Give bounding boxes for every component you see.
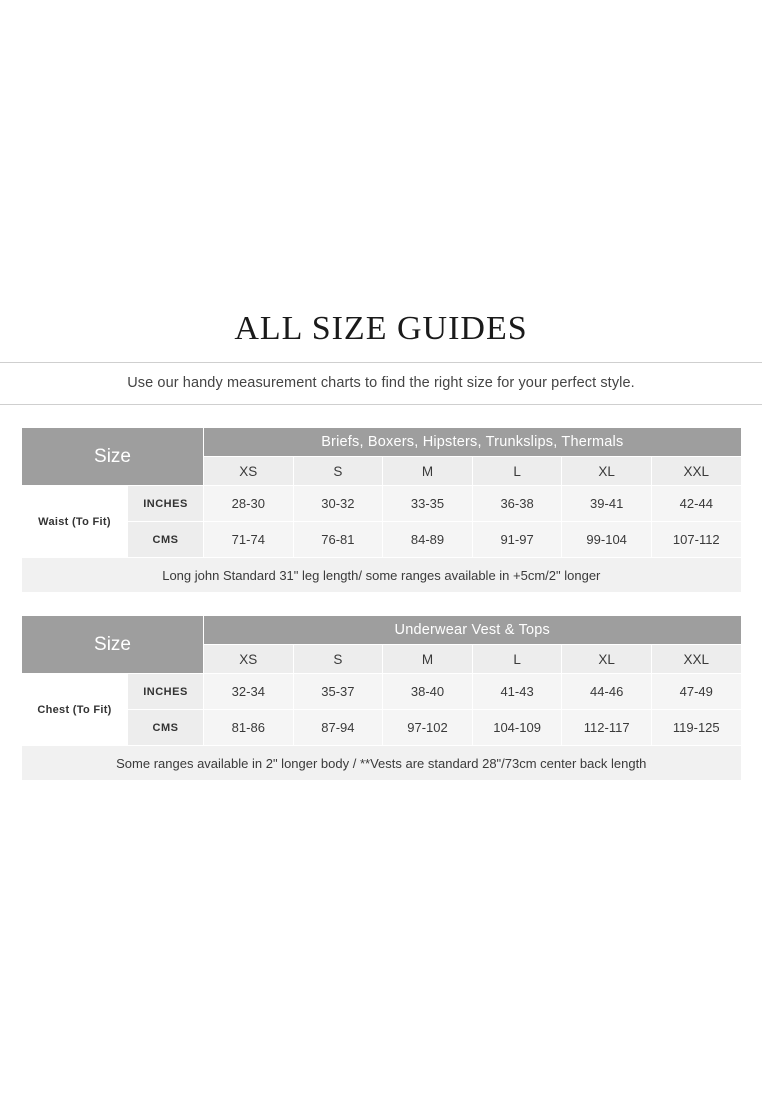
measure-label: Waist (To Fit) (22, 486, 128, 558)
data-cell: 39-41 (562, 486, 652, 522)
title-block (0, 0, 762, 348)
data-cell: 28-30 (204, 486, 294, 522)
data-cell: 44-46 (562, 674, 652, 710)
data-cell: 35-37 (293, 674, 383, 710)
data-cell: 36-38 (472, 486, 562, 522)
data-cell: 104-109 (472, 710, 562, 746)
data-cell: 30-32 (293, 486, 383, 522)
data-cell: 112-117 (562, 710, 652, 746)
size-table-vests (21, 615, 742, 781)
data-cell: 42-44 (651, 486, 741, 522)
data-cell: 97-102 (383, 710, 473, 746)
data-cell: 119-125 (651, 710, 741, 746)
page-title: ALL SIZE GUIDES (234, 310, 528, 347)
measure-label: Chest (To Fit) (22, 674, 128, 746)
unit-label-inches: INCHES (128, 674, 204, 710)
category-header-cell: Briefs, Boxers, Hipsters, Trunkslips, Thermals (204, 428, 742, 457)
table-note: Some ranges available in 2" longer body / **Vests are standard 28"/73cm center back length (22, 746, 742, 781)
size-code-xs: XS (204, 645, 294, 674)
data-cell: 87-94 (293, 710, 383, 746)
size-code-xl: XL (562, 457, 652, 486)
table-note-row (22, 746, 742, 781)
table-row (22, 486, 742, 522)
size-code-xxl: XXL (651, 645, 741, 674)
table-row (22, 710, 742, 746)
data-cell: 33-35 (383, 486, 473, 522)
size-code-xl: XL (562, 645, 652, 674)
table-note: Long john Standard 31" leg length/ some ranges available in +5cm/2" longer (22, 558, 742, 593)
data-cell: 84-89 (383, 522, 473, 558)
data-cell: 91-97 (472, 522, 562, 558)
data-cell: 41-43 (472, 674, 562, 710)
table-note-row (22, 558, 742, 593)
table-header-row (22, 616, 742, 645)
unit-label-cms: CMS (128, 710, 204, 746)
tables-wrap (0, 427, 762, 781)
category-header-cell: Underwear Vest & Tops (204, 616, 742, 645)
size-code-xs: XS (204, 457, 294, 486)
size-code-l: L (472, 645, 562, 674)
size-header-cell: Size (22, 428, 204, 486)
page-subtitle: Use our handy measurement charts to find the right size for your perfect style. (127, 375, 635, 391)
unit-label-inches: INCHES (128, 486, 204, 522)
data-cell: 38-40 (383, 674, 473, 710)
size-code-s: S (293, 457, 383, 486)
data-cell: 107-112 (651, 522, 741, 558)
table-row (22, 674, 742, 710)
size-code-m: M (383, 645, 473, 674)
size-code-xxl: XXL (651, 457, 741, 486)
data-cell: 81-86 (204, 710, 294, 746)
data-cell: 76-81 (293, 522, 383, 558)
subtitle-band (0, 362, 762, 405)
size-header-cell: Size (22, 616, 204, 674)
data-cell: 99-104 (562, 522, 652, 558)
table-row (22, 522, 742, 558)
table-header-row (22, 428, 742, 457)
data-cell: 71-74 (204, 522, 294, 558)
data-cell: 47-49 (651, 674, 741, 710)
data-cell: 32-34 (204, 674, 294, 710)
size-code-m: M (383, 457, 473, 486)
size-table-briefs (21, 427, 742, 593)
size-code-s: S (293, 645, 383, 674)
size-code-l: L (472, 457, 562, 486)
unit-label-cms: CMS (128, 522, 204, 558)
